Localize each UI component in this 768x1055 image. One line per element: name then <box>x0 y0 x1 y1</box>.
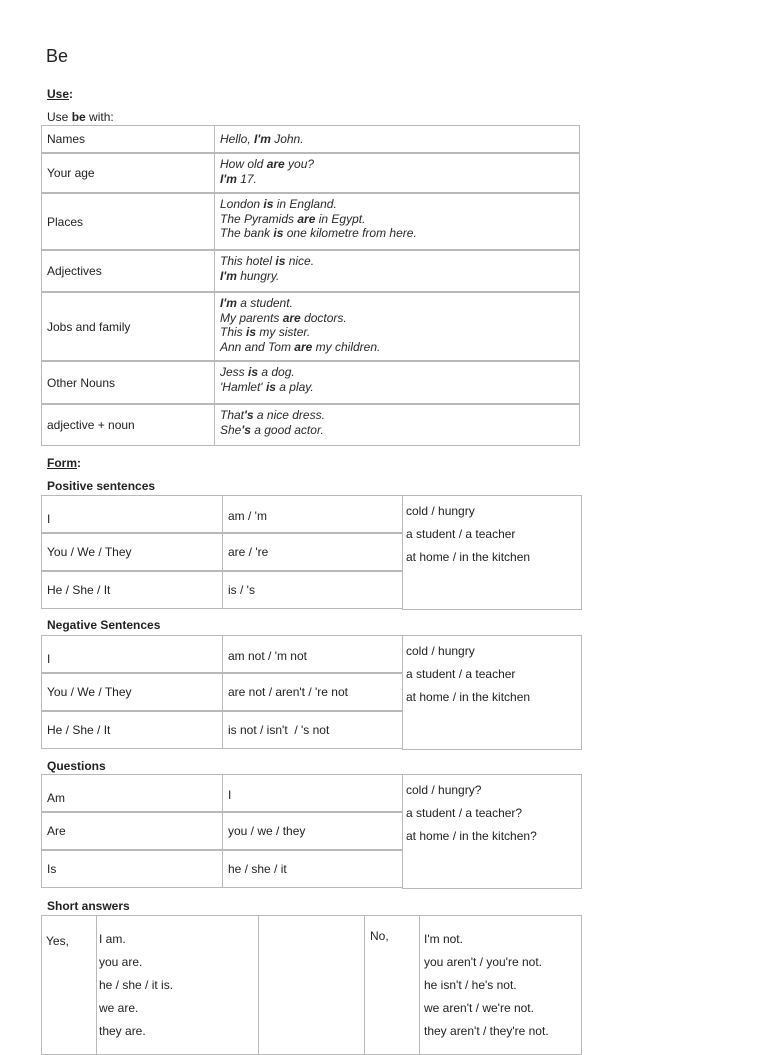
example-text: My parents <box>220 310 283 325</box>
use-row-examples <box>214 250 580 292</box>
yes-answer-item: he / she / it is. <box>99 978 174 992</box>
example-text: nice. <box>285 254 315 268</box>
use-row-examples <box>214 193 580 250</box>
example-text: The bank <box>220 226 274 240</box>
example-text: my children. <box>312 339 381 354</box>
example-line <box>220 408 579 423</box>
example-line <box>220 226 579 241</box>
subject-cell: He / She / It <box>41 571 223 609</box>
use-row-examples <box>214 361 580 404</box>
no-answer-item: he isn't / he's not. <box>424 978 517 992</box>
form-table-title: Negative Sentences <box>47 618 161 632</box>
intro-text-bold: be <box>71 110 86 124</box>
example-verb: I'm <box>220 171 237 186</box>
example-verb: is <box>273 226 284 240</box>
example-verb: is <box>275 254 286 268</box>
example-verb: 's <box>241 422 251 437</box>
example-line <box>220 365 579 380</box>
no-answer-item: I'm not. <box>424 932 463 946</box>
example-text: a dog. <box>258 365 295 379</box>
example-text: doctors. <box>300 310 347 325</box>
example-text: The Pyramids <box>220 211 298 226</box>
example-verb: is <box>263 197 274 211</box>
form-heading <box>47 456 81 470</box>
verb-cell: are not / aren't / 're not <box>222 673 403 711</box>
yes-answer-item: I am. <box>99 932 126 946</box>
complement-item: cold / hungry <box>406 644 475 658</box>
verb-cell: is not / isn't / 's not <box>222 711 403 749</box>
example-line <box>220 254 579 269</box>
subject-cell: Are <box>41 812 223 850</box>
example-line <box>220 269 579 284</box>
complement-item: at home / in the kitchen <box>406 550 531 564</box>
use-row-examples <box>214 292 580 361</box>
use-row-label: Your age <box>41 153 215 193</box>
example-line <box>220 132 579 147</box>
example-line <box>220 197 579 212</box>
use-row-label: Places <box>41 193 215 250</box>
use-row-label: Other Nouns <box>41 361 215 404</box>
subject-cell: I <box>41 635 223 673</box>
verb-cell: is / 's <box>222 571 403 609</box>
no-label: No, <box>370 929 389 943</box>
example-verb: are <box>282 310 301 325</box>
no-answer-item: you aren't / you're not. <box>424 955 542 969</box>
use-intro <box>47 110 114 124</box>
form-table-title: Questions <box>47 759 106 773</box>
example-text: London <box>220 197 264 211</box>
form-heading-text: Form <box>47 456 77 470</box>
example-text: How old <box>220 157 267 171</box>
example-text: 17. <box>236 171 257 186</box>
example-text: a good actor. <box>250 422 324 437</box>
subject-cell: He / She / It <box>41 711 223 749</box>
complement-item: at home / in the kitchen <box>406 690 531 704</box>
example-line <box>220 172 579 187</box>
example-verb: is <box>248 365 259 379</box>
example-text: a student. <box>236 296 293 310</box>
example-line <box>220 311 579 326</box>
example-text: one kilometre from here. <box>283 226 417 240</box>
intro-text-before: Use <box>47 110 72 124</box>
example-verb: are <box>294 339 313 354</box>
example-text: John. <box>270 132 304 146</box>
yes-cell <box>41 915 97 1055</box>
example-text: a nice dress. <box>253 408 325 422</box>
page-title: Be <box>46 46 69 66</box>
example-text: She <box>220 422 242 437</box>
verb-cell: am / 'm <box>222 495 403 533</box>
example-text: That <box>220 408 245 422</box>
example-line <box>220 340 579 355</box>
complement-item: cold / hungry? <box>406 783 482 797</box>
use-heading-colon: : <box>69 87 74 101</box>
subject-cell: I <box>41 495 223 533</box>
example-verb: are <box>266 157 285 171</box>
example-text: my sister. <box>256 325 311 339</box>
no-answers-cell <box>419 915 582 1055</box>
use-row-examples <box>214 125 580 153</box>
intro-text-after: with: <box>85 110 114 124</box>
use-row-examples <box>214 404 580 446</box>
blank-spacer-cell <box>258 915 365 1055</box>
example-text: Hello, <box>220 132 255 146</box>
example-verb: 's <box>244 408 254 422</box>
yes-answer-item: we are. <box>99 1001 139 1015</box>
example-text: 'Hamlet' <box>220 379 266 394</box>
example-text: This hotel <box>220 254 276 268</box>
example-line <box>220 212 579 227</box>
complement-item: a student / a teacher <box>406 667 516 681</box>
example-line <box>220 325 579 340</box>
complement-cell <box>402 635 582 750</box>
example-verb: is <box>265 379 276 394</box>
form-heading-colon: : <box>77 456 81 470</box>
verb-cell: are / 're <box>222 533 403 571</box>
example-text: in Egypt. <box>315 211 366 226</box>
complement-cell <box>402 774 582 889</box>
no-cell <box>364 915 420 1055</box>
use-heading-text: Use <box>47 87 70 101</box>
example-line <box>220 380 579 395</box>
complement-item: a student / a teacher <box>406 527 516 541</box>
example-verb: I'm <box>254 132 271 146</box>
subject-cell: Is <box>41 850 223 888</box>
example-text: This <box>220 325 247 339</box>
complement-item: cold / hungry <box>406 504 475 518</box>
example-text: Jess <box>220 365 249 379</box>
form-table-title: Positive sentences <box>47 479 156 493</box>
example-verb: I'm <box>220 268 237 283</box>
example-line <box>220 296 579 311</box>
subject-cell: You / We / They <box>41 533 223 571</box>
verb-cell: I <box>222 774 403 812</box>
complement-cell <box>402 495 582 610</box>
example-verb: is <box>246 325 257 339</box>
no-answer-item: we aren't / we're not. <box>424 1001 534 1015</box>
example-text: a play. <box>275 379 314 394</box>
subject-cell: Am <box>41 774 223 812</box>
example-line <box>220 157 579 172</box>
example-verb: I'm <box>220 296 237 310</box>
use-row-examples <box>214 153 580 193</box>
example-text: you? <box>284 157 315 171</box>
yes-label: Yes, <box>46 934 69 948</box>
verb-cell: am not / 'm not <box>222 635 403 673</box>
example-line <box>220 423 579 438</box>
use-row-label: Jobs and family <box>41 292 215 361</box>
example-text: Ann and Tom <box>220 339 295 354</box>
verb-cell: you / we / they <box>222 812 403 850</box>
example-text: hungry. <box>236 268 280 283</box>
verb-cell: he / she / it <box>222 850 403 888</box>
yes-answer-item: they are. <box>99 1024 146 1038</box>
short-answers-heading: Short answers <box>47 899 130 913</box>
example-verb: are <box>297 211 316 226</box>
use-heading <box>47 87 73 101</box>
yes-answers-cell <box>96 915 259 1055</box>
use-row-label: Adjectives <box>41 250 215 292</box>
subject-cell: You / We / They <box>41 673 223 711</box>
yes-answer-item: you are. <box>99 955 143 969</box>
complement-item: a student / a teacher? <box>406 806 523 820</box>
complement-item: at home / in the kitchen? <box>406 829 537 843</box>
use-row-label: Names <box>41 125 215 153</box>
use-row-label: adjective + noun <box>41 404 215 446</box>
example-text: in England. <box>273 197 337 211</box>
no-answer-item: they aren't / they're not. <box>424 1024 549 1038</box>
